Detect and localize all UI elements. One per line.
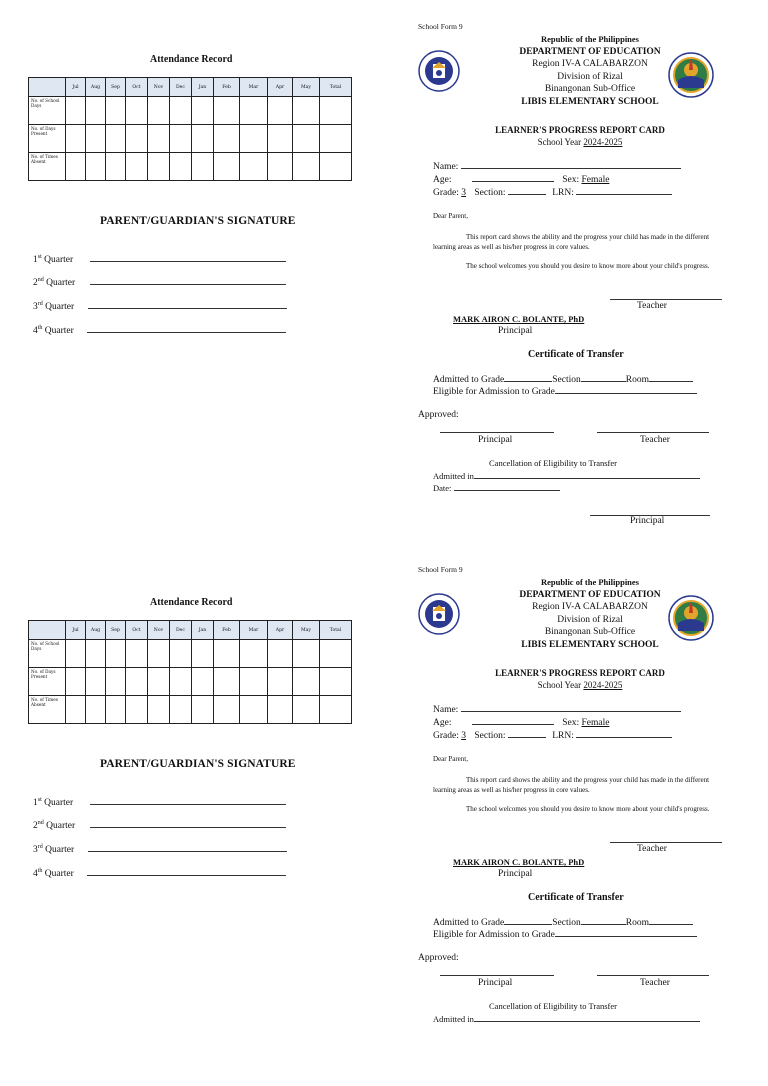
date-label: Date: [433,483,452,493]
date-field[interactable] [433,483,560,493]
eligible-label: Eligible for Admission to Grade [433,930,555,940]
report-title-block [440,667,720,691]
attendance-row [29,668,352,696]
row-label: No. of Times Absent [29,696,66,724]
quarter-number: 1 [33,255,38,266]
letter-paragraph: This report card shows the ability and the progress your child has made in the different learning areas as well as his/her progress in core values. [433,776,710,794]
section-line[interactable] [508,187,546,195]
quarter-label: Quarter [44,326,74,337]
school-year-label: School Year [537,137,582,147]
attendance-header-row [29,78,352,97]
signature-line[interactable] [90,798,286,805]
row-label: No. of School Days [29,97,66,125]
quarter-number: 4 [33,326,38,337]
sex-label: Sex: [562,175,580,185]
name-label: Name: [433,705,459,715]
header-republic: Republic of the Philippines [540,577,639,587]
principal-name: MARK AIRON C. BOLANTE, PhD [453,314,585,324]
quarter-label: Quarter [46,821,76,832]
attendance-row [29,696,352,724]
attendance-corner-cell [29,621,66,640]
sex-label: Sex: [562,718,580,728]
header-department: DEPARTMENT OF EDUCATION [519,589,661,600]
signature-line[interactable] [90,255,286,262]
signature-line[interactable] [88,845,287,852]
attendance-table [28,77,352,181]
section-line[interactable] [581,374,626,382]
admitted-in-line[interactable] [474,471,700,479]
quarter-signature-line[interactable] [33,277,286,288]
month-header: Total [320,621,352,640]
month-header: Apr [268,621,293,640]
header-division: Division of Rizal [557,614,623,625]
school-year-value: 2024-2025 [583,680,623,690]
header-suboffice: Binangonan Sub-Office [544,627,636,637]
attendance-corner-cell [29,78,66,97]
month-header: May [293,78,320,97]
admitted-in-label: Admitted in [433,1014,474,1024]
month-header: Dec [170,78,192,97]
school-header [470,33,710,108]
sex-value: Female [581,718,610,728]
admitted-in-line[interactable] [474,1014,700,1022]
teacher-signature-line[interactable] [597,432,709,433]
letter-paragraph: The school welcomes you should you desire to know more about your child's progress. [466,262,710,270]
header-region: Region IV-A CALABARZON [532,602,648,612]
signature-line[interactable] [90,278,286,285]
name-field[interactable] [433,704,681,715]
quarter-suffix: st [37,254,42,260]
quarter-signature-line[interactable] [33,254,286,265]
grade-label: Grade: [433,188,459,198]
section-label: Section [552,375,581,385]
signature-line[interactable] [87,326,286,333]
header-school: LIBIS ELEMENTARY SCHOOL [521,96,659,107]
transfer-title: Certificate of Transfer [528,349,624,360]
grade-label: Grade: [433,731,459,741]
month-header: Aug [86,78,106,97]
row-label: No. of Days Present [29,668,66,696]
teacher-signature-line[interactable] [597,975,709,976]
eligible-label: Eligible for Admission to Grade [433,387,555,397]
quarter-number: 2 [33,821,38,832]
school-year-value: 2024-2025 [583,137,623,147]
quarter-suffix: th [37,868,43,874]
quarter-label: Quarter [46,278,76,289]
principal-label: Principal [478,435,513,445]
eligible-field[interactable] [433,386,697,397]
header-region: Region IV-A CALABARZON [532,59,648,69]
grade-line[interactable] [504,374,552,382]
attendance-row [29,125,352,153]
age-sex-field[interactable] [433,174,609,185]
room-label: Room [625,918,649,928]
month-header: Total [320,78,352,97]
transfer-title: Certificate of Transfer [528,892,624,903]
quarter-signature-line[interactable] [33,844,287,855]
month-header: Nov [148,621,170,640]
row-label: No. of Days Present [29,125,66,153]
quarter-number: 1 [33,798,38,809]
cancellation-title: Cancellation of Eligibility to Transfer [489,458,617,468]
month-header: Dec [170,621,192,640]
approved-label: Approved: [418,953,459,963]
month-header: Jul [66,621,86,640]
quarter-signature-line[interactable] [33,325,286,336]
school-header [470,576,710,651]
principal-label: Principal [630,516,665,526]
age-line[interactable] [472,174,554,182]
quarter-suffix: nd [37,820,44,826]
quarter-suffix: st [37,797,42,803]
quarter-suffix: th [37,325,43,331]
section-label: Section: [474,731,506,741]
quarter-label: Quarter [45,302,75,313]
month-header: Mar [240,621,268,640]
attendance-row [29,97,352,125]
section-label: Section: [474,188,506,198]
month-header: Mar [240,78,268,97]
quarter-label: Quarter [44,255,74,266]
month-header: Apr [268,78,293,97]
school-year-label: School Year [537,680,582,690]
teacher-label: Teacher [640,435,670,445]
principal-name: MARK AIRON C. BOLANTE, PhD [453,857,585,867]
quarter-suffix: rd [37,844,43,850]
quarter-suffix: rd [37,301,43,307]
lrn-label: LRN: [552,188,574,198]
eligible-line[interactable] [555,929,697,937]
quarter-signature-line[interactable] [33,868,286,879]
room-line[interactable] [649,374,693,382]
admitted-grade-label: Admitted to Grade [433,375,505,385]
attendance-title: Attendance Record [150,597,233,608]
month-header: Oct [126,621,148,640]
name-line[interactable] [461,704,681,712]
report-title-block [440,124,720,148]
room-label: Room [625,375,649,385]
principal-label: Principal [498,326,533,336]
signature-line[interactable] [87,869,286,876]
quarter-signature-line[interactable] [33,301,287,312]
principal-label: Principal [478,978,513,988]
admitted-grade-field[interactable] [433,917,693,928]
section-label: Section [552,918,581,928]
attendance-title: Attendance Record [150,54,233,65]
signature-title: PARENT/GUARDIAN'S SIGNATURE [100,215,296,227]
teacher-signature-line[interactable] [610,299,722,300]
month-header: Jan [192,78,214,97]
quarter-number: 4 [33,869,38,880]
month-header: Jan [192,621,214,640]
name-line[interactable] [461,161,681,169]
name-label: Name: [433,162,459,172]
quarter-number: 2 [33,278,38,289]
quarter-label: Quarter [44,869,74,880]
principal-signature-line[interactable] [440,975,554,976]
section-line[interactable] [508,730,546,738]
quarter-label: Quarter [44,798,74,809]
eligible-line[interactable] [555,386,697,394]
quarter-signature-line[interactable] [33,820,286,831]
admitted-grade-field[interactable] [433,374,693,385]
month-header: Aug [86,621,106,640]
letter-paragraph: The school welcomes you should you desire to know more about your child's progress. [466,805,710,813]
month-header: Jul [66,78,86,97]
age-sex-field[interactable] [433,717,609,728]
month-header: Sep [106,621,126,640]
grade-line[interactable] [504,917,552,925]
letter-greeting: Dear Parent, [433,212,468,220]
lrn-line[interactable] [576,730,672,738]
deped-seal-icon [418,50,460,92]
name-field[interactable] [433,161,681,172]
cancellation-title: Cancellation of Eligibility to Transfer [489,1001,617,1011]
quarter-suffix: nd [37,277,44,283]
admitted-in-label: Admitted in [433,471,474,481]
header-school: LIBIS ELEMENTARY SCHOOL [521,639,659,650]
attendance-header-row [29,621,352,640]
quarter-label: Quarter [45,845,75,856]
lrn-label: LRN: [552,731,574,741]
attendance-table [28,620,352,724]
principal-label: Principal [498,869,533,879]
admitted-in-field[interactable] [433,471,700,481]
row-label: No. of School Days [29,640,66,668]
header-division: Division of Rizal [557,71,623,82]
header-suboffice: Binangonan Sub-Office [544,84,636,94]
report-title: LEARNER'S PROGRESS REPORT CARD [495,125,665,135]
header-republic: Republic of the Philippines [540,34,639,44]
report-title: LEARNER'S PROGRESS REPORT CARD [495,668,665,678]
grade-value: 3 [461,188,466,198]
teacher-label: Teacher [637,301,667,311]
attendance-row [29,640,352,668]
letter-greeting: Dear Parent, [433,755,468,763]
report-card-bottom [0,543,768,1086]
age-label: Age: [433,718,452,728]
admitted-grade-label: Admitted to Grade [433,918,505,928]
form-label: School Form 9 [418,565,463,574]
month-header: Nov [148,78,170,97]
deped-seal-icon [418,593,460,635]
date-line[interactable] [454,483,560,491]
quarter-number: 3 [33,845,38,856]
month-header: Feb [214,621,240,640]
grade-value: 3 [461,731,466,741]
form-label: School Form 9 [418,22,463,31]
signature-line[interactable] [90,821,286,828]
age-label: Age: [433,175,452,185]
attendance-row [29,153,352,181]
quarter-signature-line[interactable] [33,797,286,808]
quarter-number: 3 [33,302,38,313]
principal-signature-line[interactable] [440,432,554,433]
grade-section-field[interactable] [433,187,672,198]
eligible-field[interactable] [433,929,697,940]
row-label: No. of Times Absent [29,153,66,181]
month-header: Sep [106,78,126,97]
approved-label: Approved: [418,410,459,420]
teacher-label: Teacher [640,978,670,988]
month-header: May [293,621,320,640]
teacher-signature-line[interactable] [610,842,722,843]
signature-title: PARENT/GUARDIAN'S SIGNATURE [100,758,296,770]
sex-value: Female [581,175,610,185]
teacher-label: Teacher [637,844,667,854]
section-line[interactable] [581,917,626,925]
age-line[interactable] [472,717,554,725]
letter-paragraph: This report card shows the ability and the progress your child has made in the different learning areas as well as his/her progress in core values. [433,233,710,251]
signature-line[interactable] [88,302,287,309]
grade-section-field[interactable] [433,730,672,741]
admitted-in-field[interactable] [433,1014,700,1024]
header-department: DEPARTMENT OF EDUCATION [519,46,661,57]
month-header: Feb [214,78,240,97]
room-line[interactable] [649,917,693,925]
month-header: Oct [126,78,148,97]
lrn-line[interactable] [576,187,672,195]
